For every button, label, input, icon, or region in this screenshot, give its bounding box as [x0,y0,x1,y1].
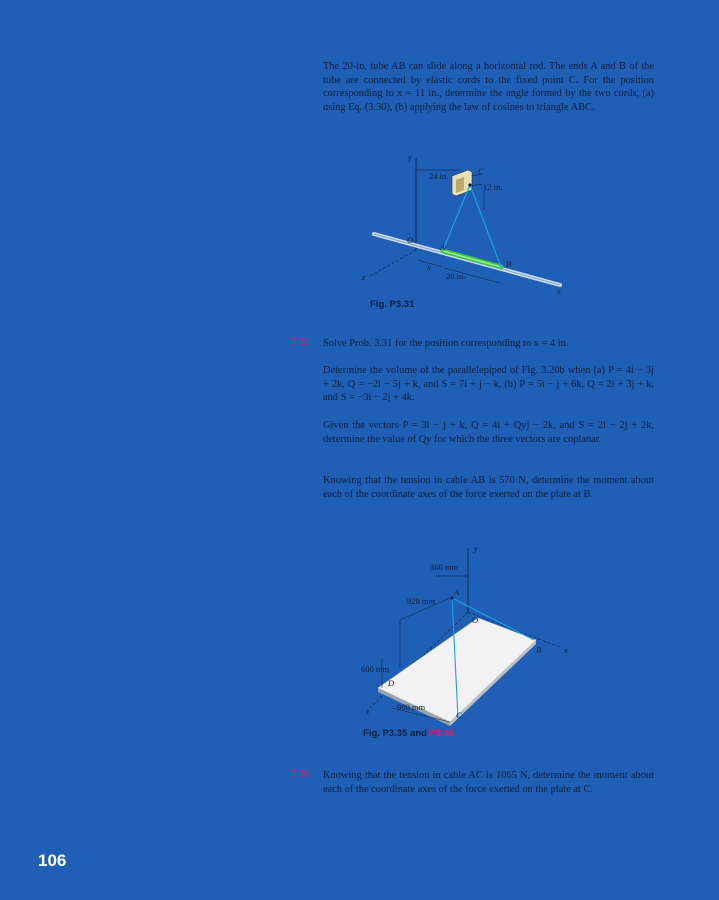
figure-p3-35 [340,540,590,730]
fig331-y-label: y [408,152,412,162]
fig335-C-label: C [456,710,462,720]
fig335-O-label: O [472,615,479,625]
fig335-x-label: x [564,645,568,655]
fig335-dim-600: 600 mm [361,664,390,674]
fig331-O-label: O [407,235,414,245]
problem-3-33-text: Determine the volume of the parallelepiped of Fig. 3.20b when (a) P = 4i − 3j + 2k, Q = −2i − 5j + k, and S = 7i + j − k, (b) P = 5i − j + 6k, Q = 2i + 3j + k, and S = −3i − 2j + 4k. [323,365,654,404]
problem-3-31-text: The 20-in. tube AB can slide along a horizontal rod. The ends A and B of the tube are connected by elastic cords to the fixed point C. For the position corresponding to x = 11 in., determine the angle formed by the two cords, (a) using Eq. (3.30), (b) applying the law of cosines to triangle ABC. [323,61,654,113]
problem-3-36-number: 3.36 [291,769,310,780]
fig335-A-label: A [454,587,460,597]
fig335-z-label: z [366,706,370,716]
fig335-y-label: y [474,543,478,553]
fig335-caption [363,728,454,739]
problem-3-35-text: Knowing that the tension in cable AB is 570 N, determine the moment about each of the coordinate axes of the force exerted on the plate at B. [323,475,654,500]
fig335-caption-highlight: P3.36 [429,728,455,739]
fig335-B-label: B [536,645,542,655]
problem-3-36-text: Knowing that the tension in cable AC is 1065 N, determine the moment about each of the coordinate axes of the force exerted on the plate at C. [323,770,654,795]
problem-3-32-number: 3.32 [291,337,310,348]
fig331-z-label: z [362,272,366,282]
fig335-dim-360: 360 mm [430,562,459,572]
fig331-x-position: x [427,262,431,272]
fig331-C-label: C [478,166,484,176]
fig335-dim-920: 920 mm [407,596,436,606]
fig331-dim-24: 24 in. [429,171,449,181]
fig331-dim-12: 12 in. [483,182,503,192]
problem-3-32-text: Solve Prob. 3.31 for the position corresponding to x = 4 in. [323,338,569,349]
fig331-caption: Fig. P3.31 [370,299,415,310]
page-number: 106 [38,851,67,870]
fig331-A-label: A [440,242,446,252]
fig335-D-label: D [388,678,395,688]
fig331-B-label: B [506,259,512,269]
fig335-caption-main: Fig. P3.35 and [363,728,430,739]
fig331-x-axis-label: x [557,286,561,296]
problem-3-34-text: Given the vectors P = 3i − j + k, Q = 4i + Qyj − 2k, and S = 2i − 2j + 2k, determine the value of Qy for which the three vectors are coplanar. [323,420,654,445]
figure-p3-31 [360,150,580,300]
fig331-dim-20: 20 in. [446,271,466,281]
fig335-dim-900: 900 mm [397,702,426,712]
